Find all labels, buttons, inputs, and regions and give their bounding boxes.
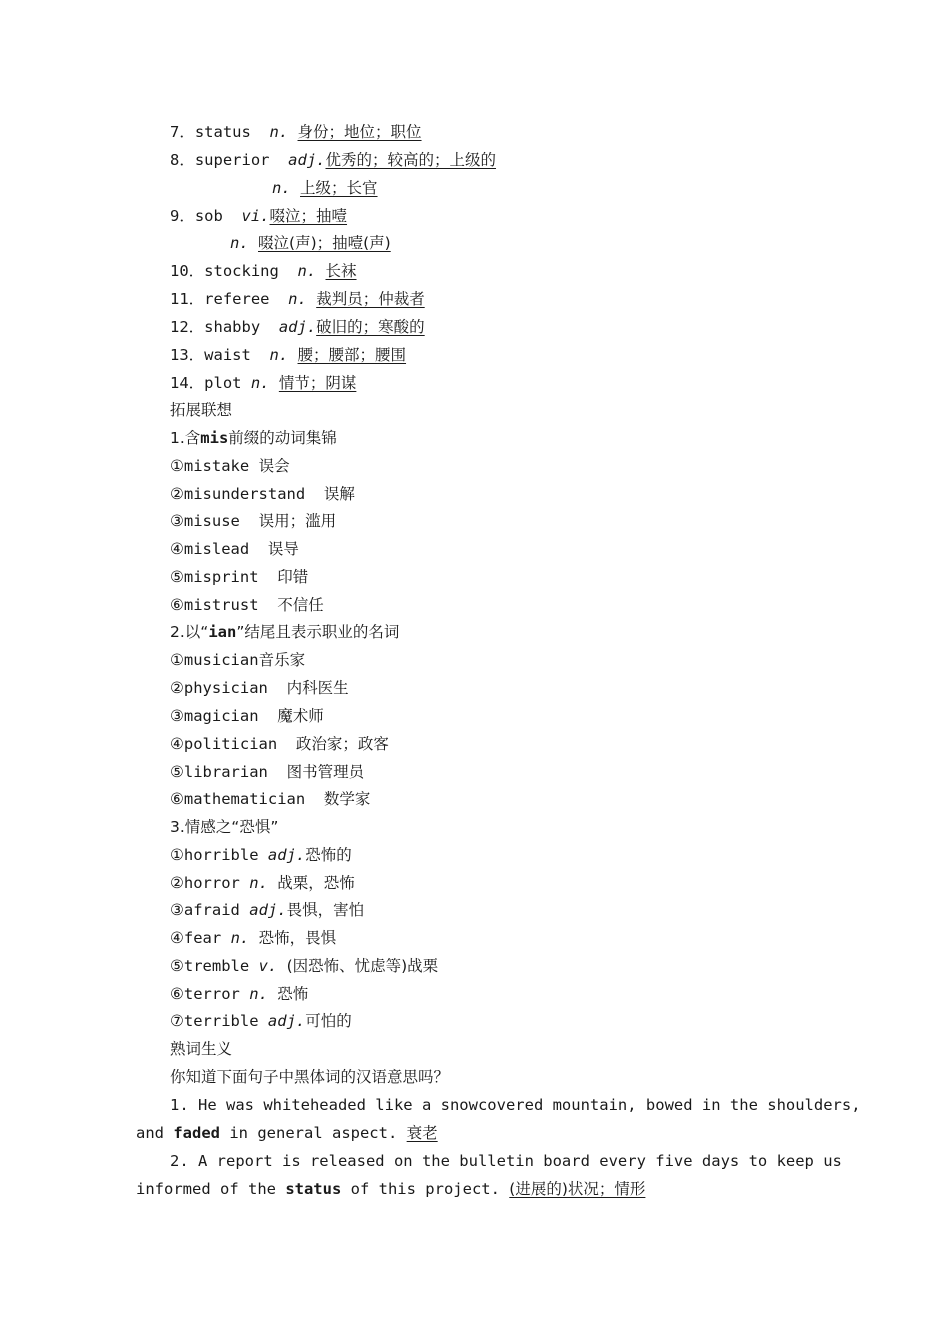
list-item: ⑥mathematician 数学家 — [170, 790, 371, 808]
list-item: ③magician 魔术师 — [170, 707, 324, 725]
vocab-entry-9-noun — [230, 233, 391, 253]
answer-text: 衰老 — [406, 1124, 438, 1142]
group-title-ian: 2.以“ian”结尾且表示职业的名词 — [170, 623, 400, 641]
list-item: ①musician音乐家 — [170, 651, 306, 669]
entry-word: waist — [204, 346, 251, 364]
entry-meaning: 裁判员；仲裁者 — [316, 290, 425, 308]
entry-pos: n. — [272, 179, 291, 197]
list-item: ④politician 政治家；政客 — [170, 735, 389, 753]
entry-pos: n. — [250, 374, 270, 392]
list-item: ⑤librarian 图书管理员 — [170, 763, 365, 781]
entry-meaning: 优秀的；较高的；上级的 — [325, 151, 497, 169]
entry-meaning: 啜泣；抽噎 — [269, 207, 348, 225]
entry-number: 12． — [170, 318, 205, 336]
list-item: ③misuse 误用；滥用 — [170, 512, 337, 530]
entry-pos: adj. — [278, 318, 317, 336]
section-heading-familiar: 熟词生义 — [170, 1040, 233, 1058]
bold-keyword: faded — [173, 1124, 220, 1142]
entry-pos: n. — [269, 123, 289, 141]
entry-number: 14． — [170, 374, 205, 392]
entry-pos: adj. — [288, 151, 326, 169]
entry-word: stocking — [204, 262, 279, 280]
bold-keyword: status — [285, 1180, 342, 1198]
entry-pos: n. — [269, 346, 289, 364]
vocab-entry-11 — [170, 289, 425, 309]
section-heading-expand: 拓展联想 — [170, 401, 233, 419]
entry-word: superior — [194, 151, 270, 169]
entry-number: 8． — [170, 151, 195, 169]
vocab-entry-14 — [170, 373, 356, 393]
list-item: ⑥mistrust 不信任 — [170, 596, 324, 614]
entry-pos: n. — [297, 262, 317, 280]
entry-meaning: 情节；阴谋 — [278, 374, 357, 392]
entry-word: shabby — [204, 318, 261, 336]
entry-meaning: 啜泣(声)；抽噎(声) — [258, 234, 391, 252]
entry-word: sob — [194, 207, 223, 225]
vocab-entry-13 — [170, 345, 406, 365]
list-item: ②misunderstand 误解 — [170, 485, 355, 503]
entry-pos: n. — [288, 290, 307, 308]
entry-meaning: 身份；地位；职位 — [297, 123, 422, 141]
group-title-mis: 1.含mis前缀的动词集锦 — [170, 429, 337, 447]
list-item: ④mislead 误导 — [170, 540, 299, 558]
entry-number: 13． — [170, 346, 205, 364]
list-item: ③afraid adj.畏惧，害怕 — [170, 901, 365, 919]
entry-pos: vi. — [241, 207, 270, 225]
entry-word: referee — [204, 290, 270, 308]
sentence-1-line-2: and faded in general aspect. 衰老 — [136, 1124, 438, 1142]
sentence-2-line-1: 2. A report is released on the bulletin board every five days to keep us — [170, 1152, 842, 1170]
vocab-entry-10 — [170, 261, 357, 281]
vocab-entry-7 — [170, 122, 422, 142]
entry-word: status — [194, 123, 251, 141]
entry-word: plot — [204, 374, 242, 392]
entry-pos: n. — [230, 234, 249, 252]
vocab-entry-8-noun — [272, 178, 378, 198]
vocab-entry-8 — [170, 150, 496, 170]
list-item: ⑤tremble v. (因恐怖、忧虑等)战栗 — [170, 957, 439, 975]
sentence-2-line-2: informed of the status of this project. (进展的)状况；情形 — [136, 1180, 646, 1198]
list-item: ①mistake 误会 — [170, 457, 290, 475]
list-item: ②horror n. 战栗，恐怖 — [170, 874, 355, 892]
list-item: ④fear n. 恐怖，畏惧 — [170, 929, 337, 947]
list-item: ⑥terror n. 恐怖 — [170, 985, 309, 1003]
vocab-entry-9 — [170, 206, 347, 226]
entry-number: 7． — [170, 123, 195, 141]
answer-text: (进展的)状况；情形 — [509, 1180, 646, 1198]
entry-meaning: 上级；长官 — [300, 179, 378, 197]
entry-meaning: 长袜 — [325, 262, 357, 280]
vocab-entry-12 — [170, 317, 425, 337]
entry-number: 11． — [170, 290, 205, 308]
group-title-fear: 3.情感之“恐惧” — [170, 818, 279, 836]
entry-meaning: 破旧的；寒酸的 — [316, 318, 425, 336]
entry-number: 9． — [170, 207, 195, 225]
sentence-1-line-1: 1. He was whiteheaded like a snowcovered mountain, bowed in the shoulders, — [170, 1096, 861, 1114]
list-item: ⑦terrible adj.可怕的 — [170, 1012, 352, 1030]
section-question: 你知道下面句子中黑体词的汉语意思吗？ — [170, 1068, 450, 1086]
list-item: ⑤misprint 印错 — [170, 568, 309, 586]
list-item: ②physician 内科医生 — [170, 679, 349, 697]
entry-number: 10． — [170, 262, 205, 280]
list-item: ①horrible adj.恐怖的 — [170, 846, 352, 864]
entry-meaning: 腰；腰部；腰围 — [297, 346, 407, 364]
